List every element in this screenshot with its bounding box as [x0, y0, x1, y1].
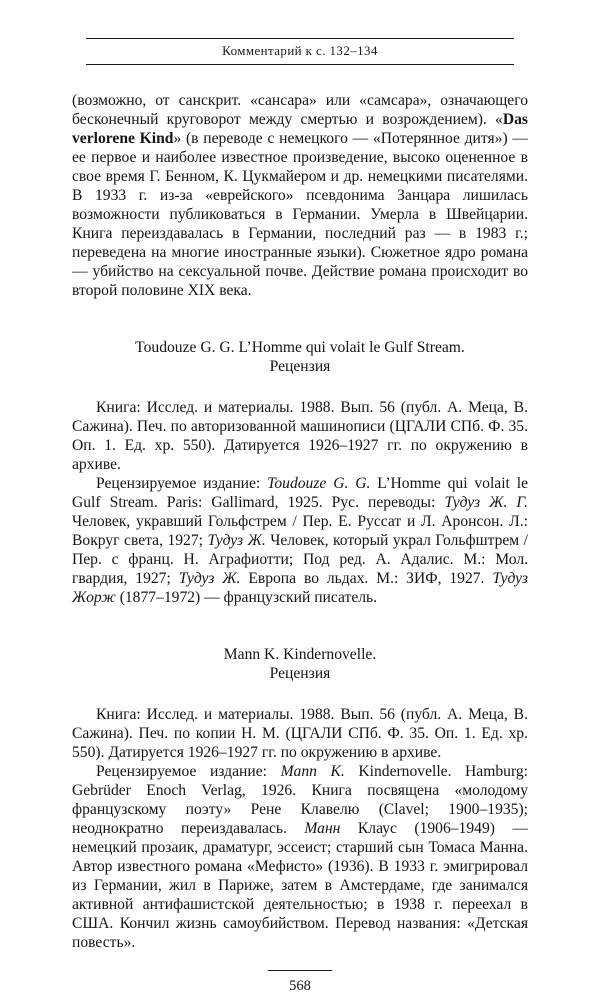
section-heading-line: Toudouze G. G. L’Homme qui volait le Gulf Stream. — [135, 339, 465, 356]
text-run: Тудуз Жорж — [72, 570, 528, 606]
text-run: L’Homme qui volait le Gulf Stream. Paris: Gallimard, 1925. Рус. переводы: — [72, 475, 528, 511]
section-heading — [72, 645, 528, 683]
text-run: Рецензируемое издание: — [96, 763, 281, 780]
running-title: Комментарий к с. 132–134 — [222, 43, 378, 58]
running-head — [86, 38, 514, 65]
text-run: Mann K. — [280, 763, 345, 780]
text-run: Европа во льдах. М.: ЗИФ, 1927. — [240, 570, 493, 587]
text-run: Тудуз Ж. — [178, 570, 241, 587]
text-run: Клаус (1906–1949) — немецкий прозаик, драматург, эссеист; старший сын Томаса Манна. Автор известного романа «Мефисто» (1936). В 1933 г. эмигрировал из Германии, жил в Париже, затем в Амстердаме, где занимался активной антифашистской деятельностью; в 1938 г. переехал в США. Кончил жизнь самоубийством. Перевод названия: «Детская повесть». — [72, 820, 528, 951]
paragraph — [72, 705, 528, 762]
paragraph — [72, 762, 528, 952]
section-heading-line: Рецензия — [269, 665, 331, 682]
text-run: Книга: Исслед. и материалы. 1988. Вып. 56 (публ. А. Меца, В. Сажина). Печ. по копии Н. М. (ЦГАЛИ СПб. Ф. 35. Оп. 1. Ед. хр. 550). Датируется 1926–1927 гг. по окружению в архиве. — [72, 706, 528, 761]
text-run: » (в переводе с немецкого — «Потерянное дитя») — ее первое и наиболее известное произведение, высоко оцененное в свое время Г. Бенном, К. Цукмайером и др. немецкими писателями. В 1933 г. из-за «еврейского» псевдонима Занцара лишилась возможности публиковаться в Германии. Умерла в Швейцарии. Книга переиздавалась в Германии, последний раз — в 1983 г.; переведена на многие иностранные языки). Сюжетное ядро романа — убийство на сексуальной почве. Действие романа происходит во второй половине XIX века. — [72, 130, 528, 299]
text-run: Человек, укравший Гольфстрем / Пер. Е. Руссат и Л. Аронсон. Л.: Вокруг света, 1927; — [72, 513, 528, 549]
text-run: Рецензируемое издание: — [96, 475, 268, 492]
text-run: (возможно, от санскрит. «сансара» или «самсара», означающего бесконечный круговорот между смертью и возрождением). « — [72, 92, 528, 128]
text-run: Тудуз Ж. — [207, 532, 266, 549]
section-heading-line: Рецензия — [269, 358, 331, 375]
paragraph — [72, 91, 528, 300]
text-run: Книга: Исслед. и материалы. 1988. Вып. 56 (публ. А. Меца, В. Сажина). Печ. по авторизованной машинописи (ЦГАЛИ СПб. Ф. 35. Оп. 1. Ед. хр. 550). Датируется 1926–1927 гг. по окружению в архиве. — [72, 399, 528, 473]
paragraph — [72, 398, 528, 474]
text-run: Kindernovelle. Hamburg: Gebrüder Enoch Verlag, 1926. Книга посвящена «молодому французскому поэту» Рене Клавелю (Clavel; 1900–1935); неоднократно переиздавалась. — [72, 763, 528, 837]
text-run: Das verlorene Kind — [72, 111, 528, 147]
text-run: Toudouze G. G. — [267, 475, 371, 492]
page-content — [72, 91, 528, 952]
text-run: Тудуз Ж. Г. — [444, 494, 528, 511]
page-footer — [72, 952, 528, 994]
text-run: (1877–1972) — французский писатель. — [115, 589, 378, 606]
page-number: 568 — [289, 978, 311, 994]
section-heading — [72, 338, 528, 376]
section-heading-line: Mann K. Kindernovelle. — [223, 646, 377, 663]
header-rule-bottom — [86, 64, 514, 65]
footer-rule — [268, 970, 332, 971]
text-run: Манн — [304, 820, 341, 837]
paragraph — [72, 474, 528, 607]
text-run: Человек, который украл Гольфштрем / Пер. с франц. Н. Аграфиотти; Под ред. А. Адалис. М.: Мол. гвардия, 1927; — [72, 532, 528, 587]
